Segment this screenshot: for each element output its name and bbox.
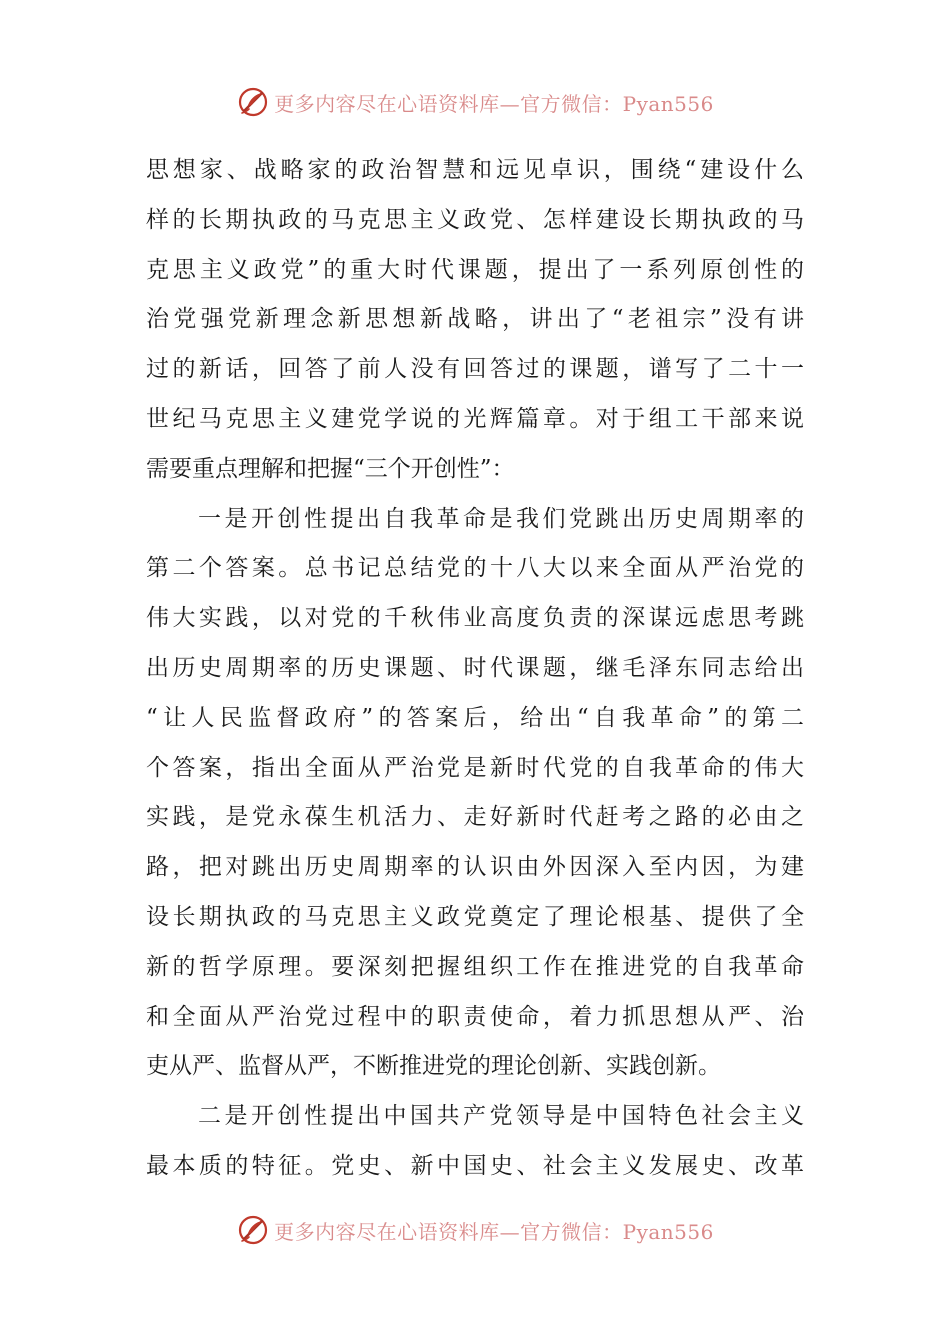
text-line: 伟大实践，以对党的千秋伟业高度负责的深谋远虑思考跳 — [146, 605, 804, 632]
text-line: 设长期执政的马克思主义政党奠定了理论根基、提供了全 — [146, 903, 804, 930]
quill-seal-icon — [236, 1213, 270, 1247]
text-line: 出历史周期率的历史课题、时代课题，继毛泽东同志给出 — [146, 654, 804, 681]
paragraph-first-line: 一是开创性提出自我革命是我们党跳出历史周期率的 — [198, 505, 804, 532]
text-line: 吏从严、监督从严，不断推进党的理论创新、实践创新。 — [146, 1053, 721, 1080]
watermark-text: 更多内容尽在心语资料库—官方微信：Pyan556 — [274, 1219, 714, 1244]
text-line: 第二个答案。总书记总结党的十八大以来全面从严治党的 — [146, 555, 804, 582]
watermark-text: 更多内容尽在心语资料库—官方微信：Pyan556 — [274, 91, 714, 116]
text-line: 样的长期执政的马克思主义政党、怎样建设长期执政的马 — [146, 206, 804, 233]
text-line: 新的哲学原理。要深刻把握组织工作在推进党的自我革命 — [146, 953, 804, 980]
text-line: 过的新话，回答了前人没有回答过的课题，谱写了二十一 — [146, 356, 804, 383]
text-line: 思想家、战略家的政治智慧和远见卓识，围绕“建设什么 — [146, 157, 804, 183]
text-line: 实践，是党永葆生机活力、走好新时代赶考之路的必由之 — [146, 804, 804, 831]
text-line: 需要重点理解和把握“三个开创性”： — [146, 455, 515, 482]
text-line: 克思主义政党”的重大时代课题，提出了一系列原创性的 — [146, 256, 804, 283]
text-line: 最本质的特征。党史、新中国史、社会主义发展史、改革 — [146, 1152, 804, 1179]
quill-seal-icon — [236, 85, 270, 119]
text-line: 治党强党新理念新思想新战略，讲出了“老祖宗”没有讲 — [146, 306, 804, 333]
text-line: 和全面从严治党过程中的职责使命，着力抓思想从严、治 — [146, 1003, 804, 1030]
paragraph-first-line: 二是开创性提出中国共产党领导是中国特色社会主义 — [198, 1103, 804, 1130]
text-line: “让人民监督政府”的答案后，给出“自我革命”的第二 — [146, 704, 804, 731]
text-line: 个答案，指出全面从严治党是新时代党的自我革命的伟大 — [146, 754, 804, 781]
document-body — [146, 146, 804, 1192]
text-line: 世纪马克思主义建党学说的光辉篇章。对于组工干部来说 — [146, 405, 804, 432]
footer-watermark-banner — [0, 1210, 950, 1250]
header-watermark-banner — [0, 82, 950, 122]
text-line: 路，把对跳出历史周期率的认识由外因深入至内因，为建 — [146, 854, 804, 881]
